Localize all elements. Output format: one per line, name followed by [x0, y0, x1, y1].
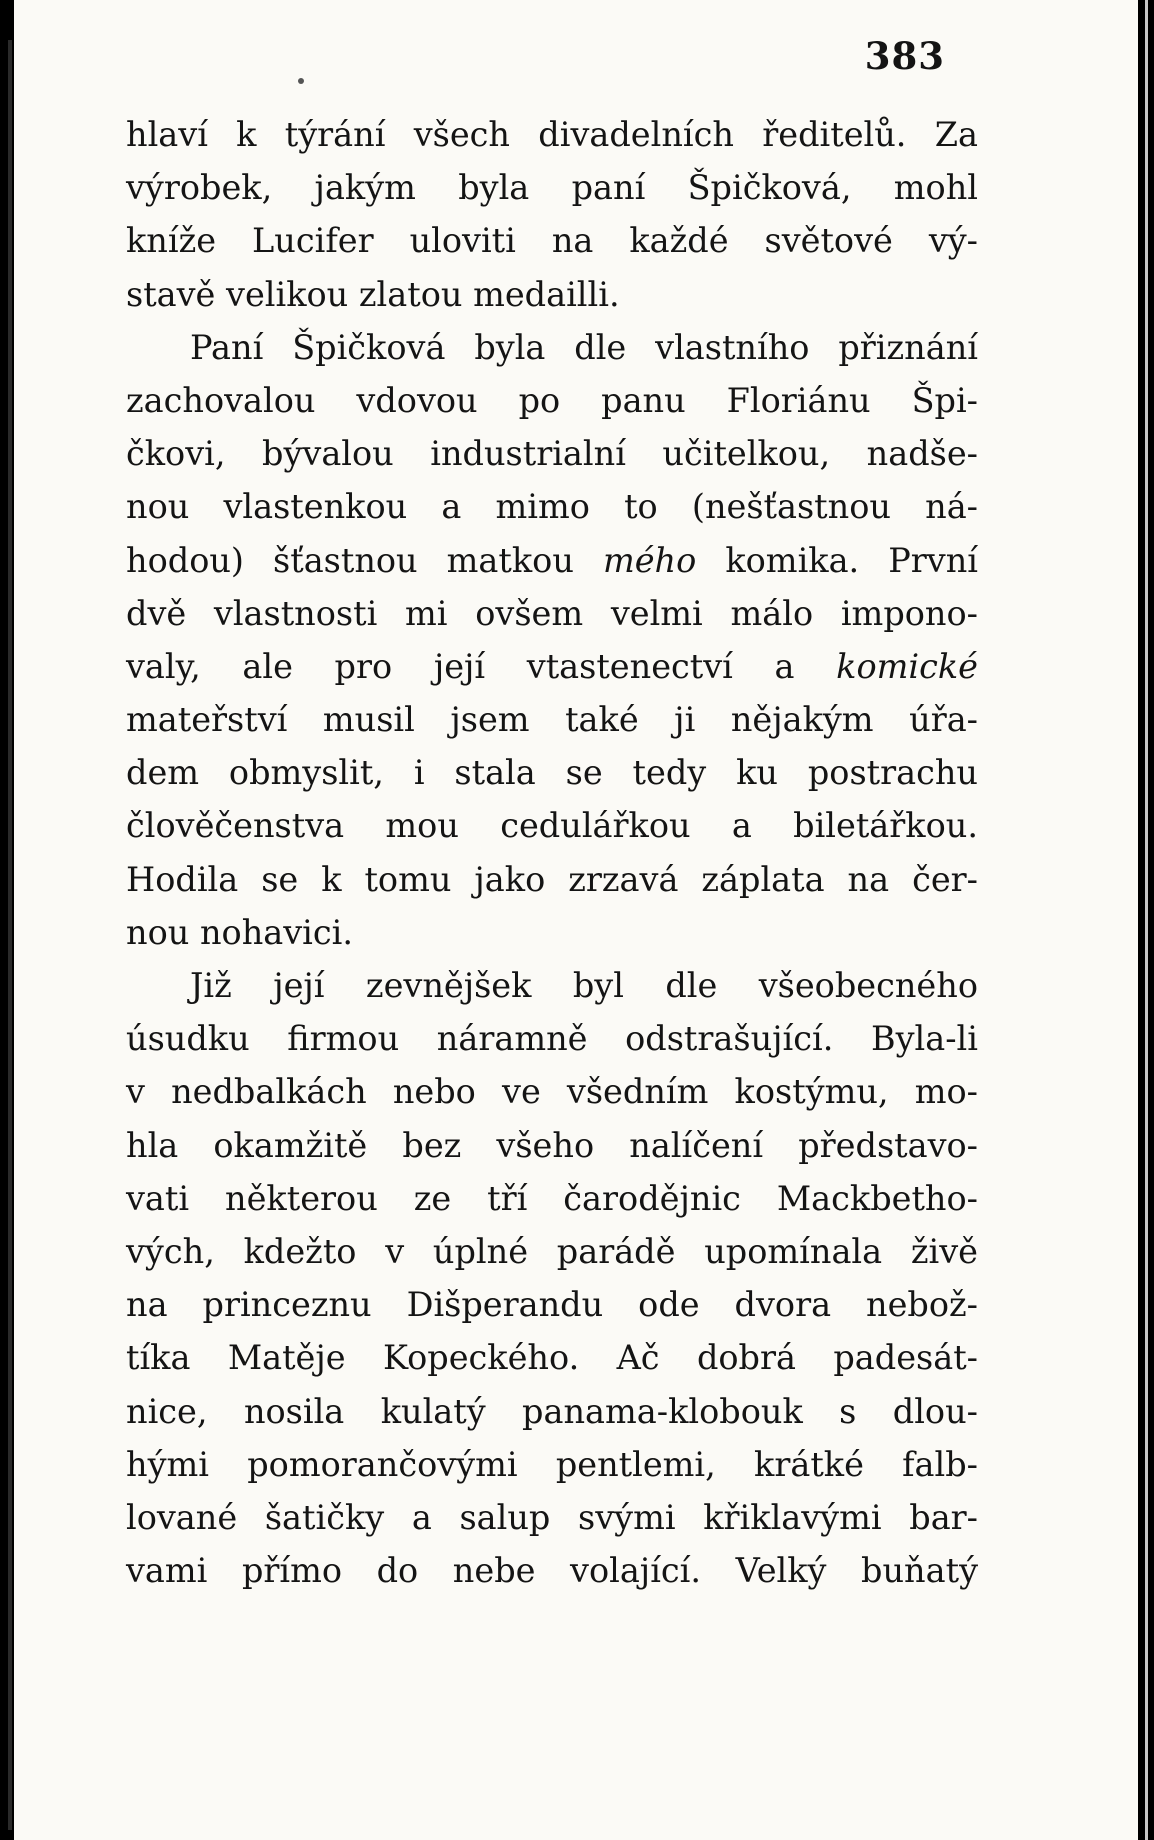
- text-line: [126, 959, 978, 1012]
- line-segment: valy, ale pro její vtastenectví a: [126, 646, 837, 686]
- text-line: [126, 587, 978, 640]
- line-segment: hla okamžitě bez všeho nalíčení představo-: [126, 1125, 978, 1165]
- line-segment: na princeznu Dišperandu ode dvora nebož-: [126, 1285, 978, 1325]
- italic-word: komické: [836, 646, 978, 686]
- line-segment: komika. První: [696, 540, 979, 580]
- text-line: [126, 1544, 978, 1597]
- line-segment: vami přímo do nebe volající. Velký buňatý: [126, 1551, 978, 1591]
- line-segment: vých, kdežto v úplné parádě upomínala živě: [126, 1231, 978, 1271]
- text-line: [126, 799, 978, 852]
- text-line: [126, 640, 978, 693]
- line-segment: dvě vlastnosti mi ovšem velmi málo impono-: [126, 593, 978, 633]
- text-line: [126, 1065, 978, 1118]
- line-segment: mateřství musil jsem také ji nějakým úřa-: [126, 700, 978, 740]
- text-line: [126, 1491, 978, 1544]
- body-text: [126, 108, 978, 1597]
- line-segment: nou nohavici.: [126, 912, 354, 952]
- line-segment: nice, nosila kulatý panama-klobouk s dlou-: [126, 1391, 978, 1431]
- text-line: [126, 1119, 978, 1172]
- text-line: [126, 1331, 978, 1384]
- text-line: [126, 853, 978, 906]
- text-line: [126, 374, 978, 427]
- text-line: [126, 108, 978, 161]
- text-line: [126, 746, 978, 799]
- italic-word: mého: [602, 540, 697, 580]
- text-line: [126, 1225, 978, 1278]
- line-segment: stavě velikou zlatou medailli.: [126, 274, 620, 314]
- line-segment: člověčenstva mou cedulářkou a biletářkou.: [126, 806, 978, 846]
- text-line: [126, 427, 978, 480]
- line-segment: čkovi, bývalou industrialní učitelkou, nadše-: [126, 434, 978, 474]
- text-line: [126, 214, 978, 267]
- line-segment: lované šatičky a salup svými křiklavými bar-: [126, 1497, 978, 1537]
- text-line: [126, 1438, 978, 1491]
- line-segment: výrobek, jakým byla paní Špičková, mohl: [126, 168, 978, 208]
- page-right-edge: [1145, 0, 1148, 1840]
- line-segment: zachovalou vdovou po panu Floriánu Špi-: [126, 380, 978, 420]
- line-segment: dem obmyslit, i stala se tedy ku postrachu: [126, 753, 978, 793]
- page-left-edge-shadow: [8, 40, 12, 1830]
- page-number: 383: [864, 34, 945, 78]
- text-line: [126, 906, 978, 959]
- text-line: [126, 321, 978, 374]
- line-segment: tíka Matěje Kopeckého. Ač dobrá padesát-: [126, 1338, 978, 1378]
- text-line: [126, 693, 978, 746]
- text-line: [126, 1385, 978, 1438]
- line-segment: Hodila se k tomu jako zrzavá záplata na čer-: [126, 859, 978, 899]
- line-segment: hlaví k týrání všech divadelních ředitelů. Za: [126, 115, 978, 154]
- text-line: [126, 1278, 978, 1331]
- line-segment: vati některou ze tří čarodějnic Mackbetho-: [126, 1178, 978, 1218]
- text-line: [126, 1012, 978, 1065]
- text-line: [126, 534, 978, 587]
- book-page: [14, 0, 1138, 1840]
- text-line: [126, 161, 978, 214]
- text-line: [126, 480, 978, 533]
- line-segment: hodou) šťastnou matkou: [126, 540, 603, 580]
- line-segment: Již její zevnějšek byl dle všeobecného: [190, 966, 978, 1005]
- line-segment: kníže Lucifer uloviti na každé světové vý-: [126, 221, 978, 261]
- line-segment: Paní Špičková byla dle vlastního přiznání: [190, 327, 978, 367]
- line-segment: úsudku firmou náramně odstrašující. Byla-li: [126, 1019, 978, 1059]
- print-speck: [298, 78, 304, 84]
- text-line: [126, 268, 978, 321]
- text-line: [126, 1172, 978, 1225]
- line-segment: hými pomorančovými pentlemi, krátké falb-: [126, 1444, 978, 1484]
- line-segment: nou vlastenkou a mimo to (nešťastnou ná-: [126, 487, 978, 527]
- line-segment: v nedbalkách nebo ve všedním kostýmu, mo-: [126, 1072, 978, 1112]
